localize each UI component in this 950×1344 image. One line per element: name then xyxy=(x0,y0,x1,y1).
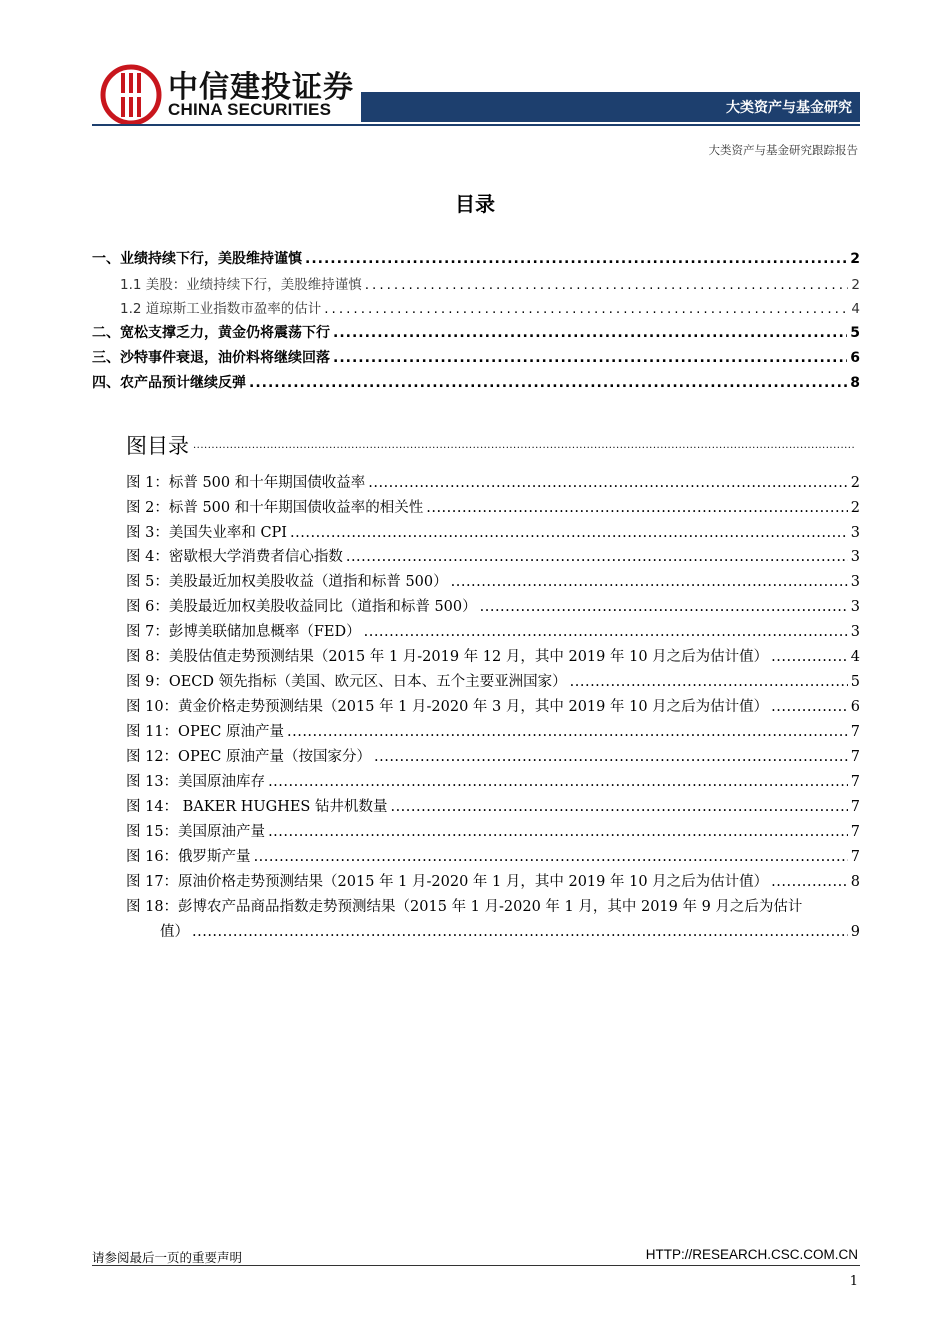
figure-entry-text: 图 12：OPEC 原油产量（按国家分） xyxy=(126,749,371,765)
figure-entry-page: 7 xyxy=(850,724,860,740)
figure-entry-text: 图 1：标普 500 和十年期国债收益率 xyxy=(126,475,366,491)
figure-entry-page: 3 xyxy=(850,624,860,640)
figure-leader xyxy=(287,724,848,740)
figure-leader xyxy=(480,599,848,615)
figure-entry-text: 图 6：美股最近加权美股收益同比（道指和标普 500） xyxy=(126,599,477,615)
figure-entry-text: 图 9：OECD 领先指标（美国、欧元区、日本、五个主要亚洲国家） xyxy=(126,674,567,690)
figure-leader xyxy=(346,549,848,565)
toc-leader xyxy=(365,277,849,293)
figure-leader xyxy=(771,874,848,890)
figure-leader xyxy=(771,649,848,665)
figure-entry[interactable] xyxy=(126,795,860,817)
figure-entry[interactable] xyxy=(126,770,860,792)
figure-entry[interactable] xyxy=(126,670,860,692)
figure-leader xyxy=(451,574,848,590)
toc-entry-page: 2 xyxy=(851,277,860,293)
figure-entry[interactable] xyxy=(126,820,860,842)
figure-leader xyxy=(426,500,848,516)
page-number: 1 xyxy=(849,1274,858,1289)
logo-english-name: CHINA SECURITIES xyxy=(168,100,332,119)
figure-entry-page: 7 xyxy=(850,849,860,865)
figure-entry-text: 图 13：美国原油库存 xyxy=(126,774,266,790)
figure-leader xyxy=(570,674,848,690)
figure-entry-text: 图 16：俄罗斯产量 xyxy=(126,849,251,865)
figure-entry-page: 5 xyxy=(850,674,860,690)
toc-leader xyxy=(324,301,848,317)
toc-entry-text: 三、沙特事件衰退，油价料将继续回落 xyxy=(92,350,330,366)
figure-leader xyxy=(192,924,848,940)
figure-entry[interactable] xyxy=(126,545,860,567)
figure-leader xyxy=(254,849,848,865)
figure-entry-text: 图 10：黄金价格走势预测结果（2015 年 1 月-2020 年 3 月，其中 2019 年 10 月之后为估计值） xyxy=(126,699,769,715)
toc-leader xyxy=(333,350,847,366)
footer-disclaimer: 请参阅最后一页的重要声明 xyxy=(92,1250,243,1265)
figure-entry-page: 3 xyxy=(850,549,860,565)
section-label: 大类资产与基金研究 xyxy=(726,100,852,116)
figure-entry-page: 7 xyxy=(850,799,860,815)
toc-entry-text: 四、农产品预计继续反弹 xyxy=(92,375,246,391)
toc-entry[interactable] xyxy=(120,273,860,295)
citic-logo-icon xyxy=(100,64,162,126)
figure-entry-text: 图 15：美国原油产量 xyxy=(126,824,266,840)
figure-entry[interactable] xyxy=(126,521,860,543)
figure-entry-text: 图 17：原油价格走势预测结果（2015 年 1 月-2020 年 1 月，其中 2019 年 10 月之后为估计值） xyxy=(126,874,769,890)
figure-entry-page: 2 xyxy=(850,475,860,491)
figure-entry-page: 7 xyxy=(850,774,860,790)
figure-entry-text: 图 5：美股最近加权美股收益（道指和标普 500） xyxy=(126,574,448,590)
toc-entry-text: 1.1 美股：业绩持续下行，美股维持谨慎 xyxy=(120,277,362,293)
logo-chinese-name: 中信建投证券 xyxy=(168,70,354,105)
figure-entry-page: 7 xyxy=(850,749,860,765)
toc-entry[interactable] xyxy=(92,322,860,344)
company-logo xyxy=(100,62,354,128)
toc-entry-page: 2 xyxy=(850,251,860,267)
figure-entry[interactable] xyxy=(126,471,860,493)
toc-entry-page: 8 xyxy=(850,375,860,391)
figure-entry[interactable] xyxy=(126,645,860,667)
figure-entry[interactable] xyxy=(126,496,860,518)
figure-entry-text: 图 14： BAKER HUGHES 钻井机数量 xyxy=(126,799,388,815)
figure-entry-page: 4 xyxy=(850,649,860,665)
report-type: 大类资产与基金研究跟踪报告 xyxy=(708,143,858,157)
figure-entry-page: 8 xyxy=(850,874,860,890)
figure-leader xyxy=(364,624,848,640)
toc-leader xyxy=(305,251,847,267)
figure-entry[interactable] xyxy=(126,745,860,767)
figure-entry[interactable] xyxy=(126,570,860,592)
toc-entry[interactable] xyxy=(120,297,860,319)
toc-entry[interactable] xyxy=(92,248,860,270)
footer-url-link[interactable]: HTTP://RESEARCH.CSC.COM.CN xyxy=(645,1247,858,1262)
figure-entry-page: 3 xyxy=(850,525,860,541)
toc-entry[interactable] xyxy=(92,347,860,369)
figure-entry-text: 图 2：标普 500 和十年期国债收益率的相关性 xyxy=(126,500,424,516)
figure-entry-page: 2 xyxy=(850,500,860,516)
toc-entry[interactable] xyxy=(92,372,860,394)
figure-toc-title-leader xyxy=(193,440,855,454)
toc-entry-text: 1.2 道琼斯工业指数市盈率的估计 xyxy=(120,301,322,317)
figure-leader xyxy=(268,824,848,840)
toc-entry-text: 二、宽松支撑乏力，黄金仍将震荡下行 xyxy=(92,325,330,341)
figure-entry[interactable] xyxy=(126,695,860,717)
toc-leader xyxy=(333,325,847,341)
figure-entry-text: 图 8：美股估值走势预测结果（2015 年 1 月-2019 年 12 月，其中 2019 年 10 月之后为估计值） xyxy=(126,649,769,665)
figure-entry-page: 7 xyxy=(850,824,860,840)
figure-leader xyxy=(290,525,848,541)
toc-entry-text: 一、业绩持续下行，美股维持谨慎 xyxy=(92,251,302,267)
figure-entry[interactable] xyxy=(126,845,860,867)
figure-entry[interactable] xyxy=(126,870,860,892)
toc-title: 目录 xyxy=(455,192,495,216)
figure-entry-text-continued: 值） xyxy=(160,924,189,940)
header-divider xyxy=(92,124,860,126)
toc-entry-page: 5 xyxy=(850,325,860,341)
header-banner xyxy=(361,92,860,122)
figure-leader xyxy=(374,749,848,765)
footer-divider xyxy=(92,1265,860,1266)
figure-leader xyxy=(368,475,848,491)
toc-entry-page: 4 xyxy=(851,301,860,317)
figure-toc-title: 图目录 xyxy=(126,434,189,458)
figure-leader xyxy=(771,699,848,715)
figure-entry-page: 3 xyxy=(850,574,860,590)
figure-entry[interactable] xyxy=(160,920,860,941)
figure-entry-page: 3 xyxy=(850,599,860,615)
figure-entry-text: 图 11：OPEC 原油产量 xyxy=(126,724,284,740)
figure-entry-page: 9 xyxy=(850,924,860,940)
toc-leader xyxy=(249,375,847,391)
figure-entry-text: 图 3：美国失业率和 CPI xyxy=(126,525,288,541)
figure-entry[interactable] xyxy=(126,720,860,742)
figure-entry-text[interactable]: 图 18：彭博农产品商品指数走势预测结果（2015 年 1 月-2020 年 1 月，其中 2019 年 9 月之后为估计 xyxy=(126,899,803,915)
toc-entry-page: 6 xyxy=(850,350,860,366)
figure-leader xyxy=(268,774,848,790)
figure-entry[interactable] xyxy=(126,595,860,617)
figure-entry-text: 图 4：密歇根大学消费者信心指数 xyxy=(126,549,343,565)
figure-entry-page: 6 xyxy=(850,699,860,715)
figure-entry-text: 图 7：彭博美联储加息概率（FED） xyxy=(126,624,361,640)
figure-leader xyxy=(390,799,847,815)
figure-entry[interactable] xyxy=(126,620,860,642)
